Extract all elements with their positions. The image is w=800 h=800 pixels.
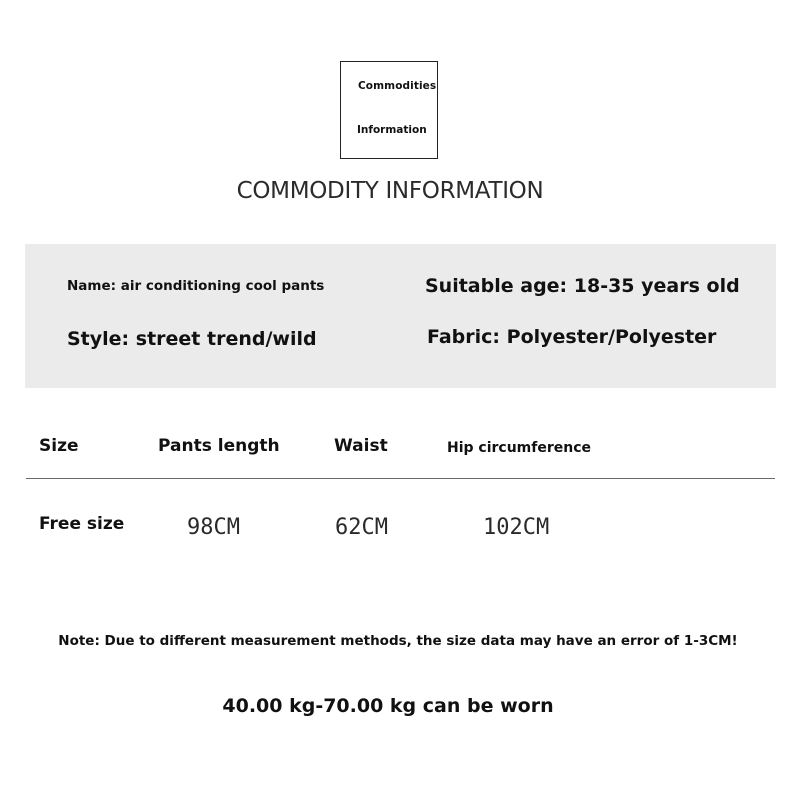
header-size: Size	[39, 436, 79, 456]
commodities-information-badge	[340, 61, 438, 159]
cell-size: Free size	[39, 514, 125, 534]
cell-waist: 62CM	[335, 515, 388, 540]
measurement-note: Note: Due to different measurement methods, the size data may have an error of 1-3CM!	[58, 633, 738, 649]
table-divider	[26, 478, 775, 479]
weight-range: 40.00 kg-70.00 kg can be worn	[222, 695, 554, 717]
header-pants-length: Pants length	[158, 436, 280, 456]
product-name: Name: air conditioning cool pants	[67, 278, 325, 294]
product-style: Style: street trend/wild	[67, 328, 317, 350]
cell-pants-length: 98CM	[187, 515, 240, 540]
size-table	[0, 420, 800, 550]
header-waist: Waist	[334, 436, 388, 456]
product-fabric: Fabric: Polyester/Polyester	[427, 326, 717, 348]
badge-line-2: Information	[357, 124, 427, 136]
header-hip-circumference: Hip circumference	[447, 440, 592, 456]
product-info-panel	[25, 244, 776, 388]
suitable-age: Suitable age: 18-35 years old	[425, 275, 740, 297]
page-title: COMMODITY INFORMATION	[236, 178, 544, 204]
cell-hip-circumference: 102CM	[483, 515, 550, 540]
badge-line-1: Commodities	[358, 80, 437, 92]
